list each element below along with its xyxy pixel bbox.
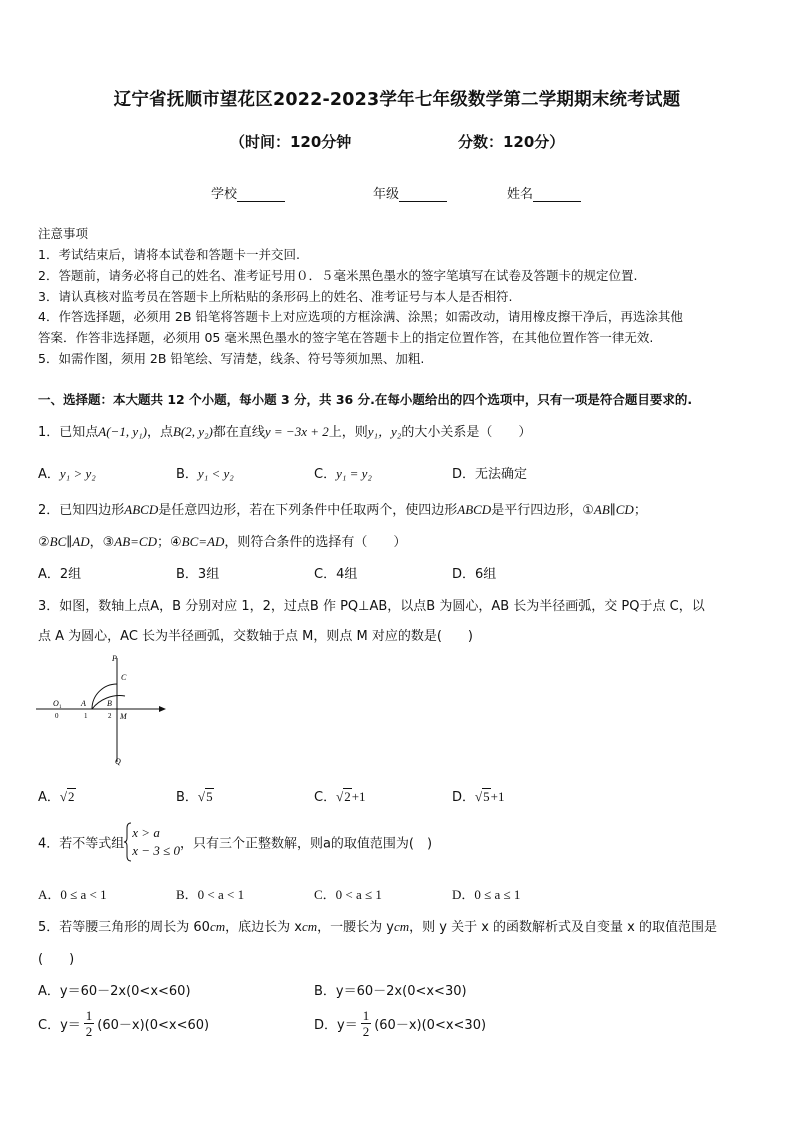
label-b: B bbox=[107, 699, 112, 708]
question-1 bbox=[38, 421, 531, 440]
inequality-2: x − 3 ≤ 0 bbox=[132, 843, 180, 858]
school-field bbox=[211, 183, 285, 202]
tick-2: 2 bbox=[108, 712, 112, 720]
option-label: C．y＝ bbox=[38, 1018, 81, 1033]
option-value: 2 bbox=[68, 789, 75, 804]
q3-option-b[interactable] bbox=[176, 786, 214, 805]
label-o-sub: 1 bbox=[59, 705, 62, 710]
note-item: 4．作答选择题，必须用 2B 铅笔将答题卡上对应选项的方框涂满、涂黑；如需改动，请用橡皮擦干净后，再选涂其他 bbox=[38, 309, 683, 324]
grade-blank bbox=[399, 188, 447, 202]
q1-text: 1．已知点 bbox=[38, 425, 99, 440]
note-item: 答案．作答非选择题，必须用 05 毫米黑色墨水的签字笔在答题卡上的指定位置作答，在其他位置作答一律无效. bbox=[38, 330, 654, 345]
school-blank bbox=[237, 188, 285, 202]
option-label: B． bbox=[176, 790, 198, 805]
q2-text: 是平行四边形， bbox=[491, 503, 583, 518]
numerator: 1 bbox=[362, 1008, 370, 1023]
q5-text: ，底边长为 x bbox=[225, 920, 302, 935]
option-label: D． bbox=[452, 790, 476, 805]
q4-text: 4．若不等式组 bbox=[38, 836, 125, 852]
condition-2: BC∥AD bbox=[49, 534, 90, 549]
option-value: (60－x)(0<x<30) bbox=[374, 1018, 487, 1033]
inequality-1: x > a bbox=[132, 825, 160, 840]
q5-option-d[interactable] bbox=[314, 1008, 486, 1039]
q3-option-a[interactable] bbox=[38, 786, 76, 805]
option-label: B． bbox=[176, 467, 198, 482]
q2-option-c[interactable]: C．4组 bbox=[314, 567, 358, 582]
tick-1: 1 bbox=[84, 712, 88, 720]
fraction bbox=[361, 1008, 372, 1039]
q5-option-b[interactable]: B．y＝60－2x(0<x<30) bbox=[314, 984, 467, 999]
q2-text: ； bbox=[157, 535, 171, 550]
q5-option-c[interactable] bbox=[38, 1008, 209, 1039]
q2-text: 2．已知四边形 bbox=[38, 503, 125, 518]
q1-option-b[interactable] bbox=[176, 463, 234, 482]
q4-option-d[interactable]: D．0 ≤ a ≤ 1 bbox=[452, 887, 521, 902]
grade-label: 年级 bbox=[373, 187, 400, 202]
option-value: (60－x)(0<x<60) bbox=[97, 1018, 210, 1033]
q1-option-d[interactable]: D．无法确定 bbox=[452, 467, 528, 482]
q2-option-a[interactable]: A．2组 bbox=[38, 567, 82, 582]
note-item: 2．答题前，请务必将自己的姓名、准考证号用０．５毫米黑色墨水的签字笔填写在试卷及答题卡的规定位置. bbox=[38, 268, 638, 283]
q2-option-b[interactable]: B．3组 bbox=[176, 567, 220, 582]
name-blank bbox=[533, 188, 581, 202]
condition-number: ③ bbox=[102, 535, 115, 550]
question-5 bbox=[38, 916, 717, 935]
name-field bbox=[507, 183, 581, 202]
q5-text: ，则 y 关于 x 的函数解析式及自变量 x 的取值范围是 bbox=[409, 920, 717, 935]
number-line-figure bbox=[36, 650, 176, 770]
option-label: D．y＝ bbox=[314, 1018, 358, 1033]
question-3-line-2: 点 A 为圆心，AC 长为半径画弧，交数轴于点 M，则点 M 对应的数是( ) bbox=[38, 629, 474, 644]
q1-option-a[interactable] bbox=[38, 463, 96, 482]
label-c: C bbox=[121, 673, 127, 682]
condition-1: AB∥CD bbox=[593, 502, 634, 517]
option-label: C． bbox=[314, 790, 337, 805]
q4-option-a[interactable]: A．0 ≤ a < 1 bbox=[38, 887, 107, 902]
option-label: A． bbox=[38, 467, 60, 482]
q1-vars: y₁，y₂ bbox=[367, 424, 402, 439]
inequality-system bbox=[132, 824, 180, 860]
q1-point-a: A(−1, y₁) bbox=[98, 424, 147, 439]
question-2-line-2: ②BC∥AD，③AB=CD；④BC=AD，则符合条件的选择有（ ） bbox=[38, 534, 407, 550]
question-4 bbox=[38, 822, 432, 862]
q2-text: ； bbox=[633, 503, 647, 518]
denominator: 2 bbox=[85, 1024, 93, 1039]
note-item: 1．考试结束后，请将本试卷和答题卡一并交回. bbox=[38, 247, 300, 262]
question-3: 3．如图，数轴上点A，B 分别对应 1，2，过点B 作 PQ⊥AB，以点B 为圆心，AB 长为半径画弧，交 PQ于点 C，以 bbox=[38, 599, 705, 614]
q4-option-c[interactable]: C．0 < a ≤ 1 bbox=[314, 887, 382, 902]
option-label: C． bbox=[314, 467, 337, 482]
condition-number: ① bbox=[582, 503, 594, 518]
sqrt-symbol: √5 bbox=[475, 789, 490, 804]
q3-option-c[interactable] bbox=[314, 786, 366, 805]
q2-abcd: ABCD bbox=[124, 502, 159, 517]
notes-heading: 注意事项 bbox=[38, 226, 89, 241]
q5-text: ，一腰长为 y bbox=[317, 920, 394, 935]
grade-field bbox=[373, 183, 447, 202]
unit: cm bbox=[393, 919, 410, 934]
q4-option-b[interactable]: B．0 < a < 1 bbox=[176, 887, 245, 902]
q1-text: 都在直线 bbox=[212, 425, 265, 440]
label-o: O bbox=[53, 699, 59, 708]
sqrt-symbol: √2 bbox=[59, 789, 75, 804]
section-heading: 一、选择题：本大题共 12 个小题，每小题 3 分，共 36 分.在每小题给出的四个选项中，只有一项是符合题目要求的. bbox=[38, 392, 693, 407]
note-item: 5．如需作图，须用 2B 铅笔绘、写清楚，线条、符号等须加黑、加粗. bbox=[38, 351, 425, 366]
tick-0: 0 bbox=[55, 712, 59, 720]
sqrt-symbol: √2 bbox=[336, 789, 351, 804]
option-value: +1 bbox=[351, 789, 366, 804]
q2-text: ，则符合条件的选择有（ ） bbox=[224, 535, 407, 550]
label-m: M bbox=[120, 712, 127, 721]
q2-option-d[interactable]: D．6组 bbox=[452, 567, 497, 582]
condition-number: ② bbox=[38, 535, 50, 550]
q2-abcd: ABCD bbox=[457, 502, 492, 517]
exam-score: 分数：120分） bbox=[458, 133, 565, 151]
q1-point-b: B(2, y₂) bbox=[172, 424, 213, 439]
page-title: 辽宁省抚顺市望花区2022-2023学年七年级数学第二学期期末统考试题 bbox=[113, 90, 681, 110]
question-2 bbox=[38, 499, 647, 518]
label-p: P bbox=[112, 654, 117, 663]
q2-text: 是任意四边形，若在下列条件中任取两个，使四边形 bbox=[158, 503, 458, 518]
option-value: 5 bbox=[483, 789, 490, 804]
note-item: 3．请认真核对监考员在答题卡上所粘贴的条形码上的姓名、准考证号与本人是否相符. bbox=[38, 289, 513, 304]
question-5-line-2: ( ) bbox=[38, 952, 75, 967]
fraction bbox=[84, 1008, 95, 1039]
q1-text: 上，则 bbox=[328, 425, 368, 440]
unit: cm bbox=[209, 919, 226, 934]
unit: cm bbox=[301, 919, 318, 934]
condition-4: BC=AD bbox=[181, 534, 225, 549]
label-a: A bbox=[81, 699, 86, 708]
option-value: y₁ < y₂ bbox=[197, 466, 234, 481]
q5-option-a[interactable]: A．y＝60－2x(0<x<60) bbox=[38, 984, 191, 999]
option-value: 5 bbox=[206, 789, 213, 804]
q1-text: ，点 bbox=[146, 425, 173, 440]
numerator: 1 bbox=[85, 1008, 93, 1023]
q3-option-d[interactable] bbox=[452, 786, 505, 805]
option-value: 2 bbox=[344, 789, 351, 804]
option-value: y₁ = y₂ bbox=[336, 466, 372, 481]
denominator: 2 bbox=[362, 1024, 370, 1039]
name-label: 姓名 bbox=[507, 187, 534, 202]
school-label: 学校 bbox=[211, 187, 238, 202]
sqrt-symbol: √5 bbox=[197, 789, 213, 804]
q1-text: 的大小关系是（ ） bbox=[401, 425, 532, 440]
label-q: Q bbox=[115, 757, 121, 766]
q5-text: 5．若等腰三角形的周长为 60 bbox=[38, 920, 210, 935]
option-label: A． bbox=[38, 790, 60, 805]
q1-option-c[interactable] bbox=[314, 463, 372, 482]
option-value: y₁ > y₂ bbox=[59, 466, 96, 481]
q4-text: ，只有三个正整数解，则a的取值范围为( ) bbox=[179, 836, 433, 852]
option-value: +1 bbox=[490, 789, 505, 804]
condition-3: AB=CD bbox=[114, 534, 157, 549]
q1-line-equation: y = −3x + 2 bbox=[264, 424, 329, 439]
exam-time: （时间：120分钟 bbox=[230, 133, 352, 151]
condition-number: ④ bbox=[170, 535, 182, 550]
